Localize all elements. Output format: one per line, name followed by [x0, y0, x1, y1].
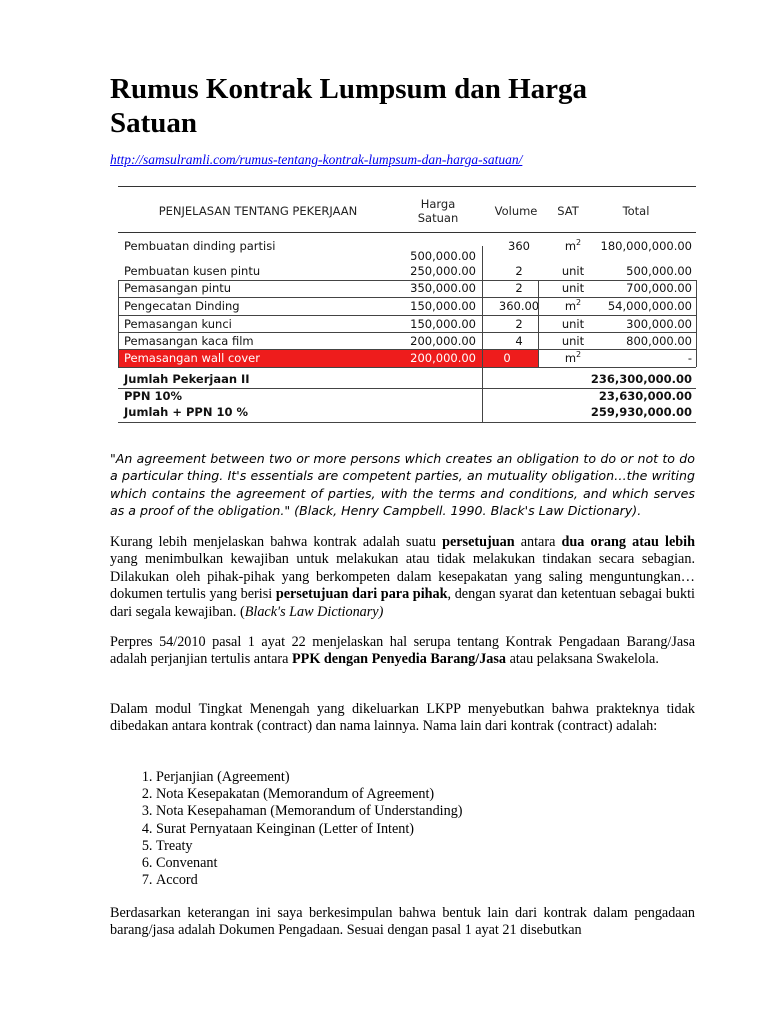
row-total: 500,000.00	[626, 264, 692, 278]
row-price: 200,000.00	[410, 334, 476, 348]
subtotal-value: 236,300,000.00	[590, 372, 692, 386]
header-unit-price: Harga Satuan	[417, 197, 459, 225]
table-row-highlighted	[118, 350, 696, 367]
summary-row-grand-total	[118, 404, 696, 421]
row-sat: $m^2$	[564, 238, 582, 253]
row-volume: 360	[508, 239, 530, 253]
paragraph-perpres: Perpres 54/2010 pasal 1 ayat 22 menjelaskan hal serupa tentang Kontrak Pengadaan Barang/Jasa adalah perjanjian tertulis antara PPK dengan Penyedia Barang/Jasa atau pelaksana Swakelola.	[110, 634, 695, 668]
row-volume: 2	[515, 281, 523, 295]
row-sat: unit	[561, 264, 585, 278]
source-link[interactable]: http://samsulramli.com/rumus-tentang-kontrak-lumpsum-dan-harga-satuan/	[110, 152, 523, 167]
table-top-rule	[118, 186, 696, 187]
subtotal-label: Jumlah Pekerjaan II	[124, 372, 250, 386]
contract-names-list	[130, 769, 463, 889]
row-total: -	[687, 351, 692, 365]
grid-line	[118, 280, 119, 367]
table-row	[118, 333, 696, 350]
list-item: 2. Nota Kesepakatan (Memorandum of Agreement)	[156, 786, 463, 803]
grid-line	[538, 280, 539, 367]
tax-value: 23,630,000.00	[598, 389, 692, 403]
row-sat: $m^2$	[564, 298, 582, 313]
row-volume: 4	[515, 334, 523, 348]
header-description: PENJELASAN TENTANG PEKERJAAN	[158, 204, 358, 218]
tax-label: PPN 10%	[124, 389, 183, 403]
row-volume: 2	[515, 264, 523, 278]
grand-total-label: Jumlah + PPN 10 %	[124, 405, 248, 419]
paragraph-lkpp: Dalam modul Tingkat Menengah yang dikeluarkan LKPP menyebutkan bahwa prakteknya tidak dibedakan antara kontrak (contract) dan nama lainnya. Nama lain dari kontrak (contract) adalah:	[110, 701, 695, 735]
paragraph-definition: Kurang lebih menjelaskan bahwa kontrak adalah suatu persetujuan antara dua orang atau lebih yang menimbulkan kewajiban untuk melakukan atau tidak melakukan tindakan secara sebagian. Dilakukan oleh pihak-pihak yang berkompeten dalam kesepakatan yang saling menguntungkan… dokumen tertulis yang berisi persetujuan dari para pihak, dengan syarat dan ketentuan sebagai bukti dari segala kewajiban. (Black's Law Dictionary)	[110, 534, 696, 620]
summary-row-tax	[118, 388, 696, 405]
row-price: 150,000.00	[410, 317, 476, 331]
header-sat: SAT	[557, 204, 579, 218]
grid-line	[696, 280, 697, 367]
grid-line	[118, 367, 696, 368]
row-price: 200,000.00	[410, 351, 476, 365]
list-item: 3. Nota Kesepahaman (Memorandum of Understanding)	[156, 803, 463, 820]
grid-line	[118, 349, 696, 350]
list-item: 7. Accord	[156, 872, 463, 889]
row-price: 500,000.00	[410, 249, 476, 263]
row-total: 300,000.00	[626, 317, 692, 331]
row-sat: unit	[561, 317, 585, 331]
row-volume: 360.00	[498, 299, 540, 313]
grid-line	[118, 280, 696, 281]
row-total: 54,000,000.00	[607, 299, 692, 313]
table-header-rule	[118, 232, 696, 233]
row-volume: 2	[515, 317, 523, 331]
grid-line	[118, 297, 696, 298]
list-item: 1. Perjanjian (Agreement)	[156, 769, 463, 786]
row-description: Pemasangan wall cover	[124, 351, 260, 365]
row-description: Pemasangan pintu	[124, 281, 232, 295]
row-price: 150,000.00	[410, 299, 476, 313]
grid-line	[118, 315, 696, 316]
row-description: Pemasangan kaca film	[124, 334, 254, 348]
row-description: Pembuatan dinding partisi	[124, 239, 276, 253]
list-item: 6. Convenant	[156, 855, 463, 872]
grid-line	[118, 422, 696, 423]
table-row	[118, 280, 696, 297]
table-row	[118, 263, 696, 280]
row-description: Pengecatan Dinding	[124, 299, 240, 313]
row-sat: unit	[561, 281, 585, 295]
row-price: 350,000.00	[410, 281, 476, 295]
table-row	[118, 298, 696, 315]
row-total: 700,000.00	[626, 281, 692, 295]
row-description: Pemasangan kunci	[124, 317, 232, 331]
list-item: 5. Treaty	[156, 838, 463, 855]
row-sat: unit	[561, 334, 585, 348]
grid-line	[118, 332, 696, 333]
quote-paragraph: "An agreement between two or more persons which creates an obligation to do or not to do a particular thing. It's essentials are competent parties, an mutuality obligation…the writing which contains the agreement of parties, with the terms and conditions, and which serves as a proof of the obligation." (Black, Henry Campbell. 1990. Black's Law Dictionary).	[110, 451, 695, 519]
table-row	[118, 316, 696, 333]
table-row	[118, 238, 696, 263]
page-title: Rumus Kontrak Lumpsum dan Harga Satuan	[110, 73, 587, 139]
row-total: 180,000,000.00	[600, 239, 692, 253]
paragraph-conclusion: Berdasarkan keterangan ini saya berkesimpulan bahwa bentuk lain dari kontrak dalam pengadaan barang/jasa adalah Dokumen Pengadaan. Sesuai dengan pasal 1 ayat 21 disebutkan	[110, 905, 695, 939]
grand-total-value: 259,930,000.00	[590, 405, 692, 419]
list-item: 4. Surat Pernyataan Keinginan (Letter of Intent)	[156, 821, 463, 838]
header-volume: Volume	[494, 204, 538, 218]
row-description: Pembuatan kusen pintu	[124, 264, 261, 278]
row-volume: 0	[503, 351, 511, 365]
row-sat: $m^2$	[564, 350, 582, 365]
row-total: 800,000.00	[626, 334, 692, 348]
summary-row-subtotal	[118, 371, 696, 388]
header-total: Total	[622, 204, 650, 218]
row-price: 250,000.00	[410, 264, 476, 278]
